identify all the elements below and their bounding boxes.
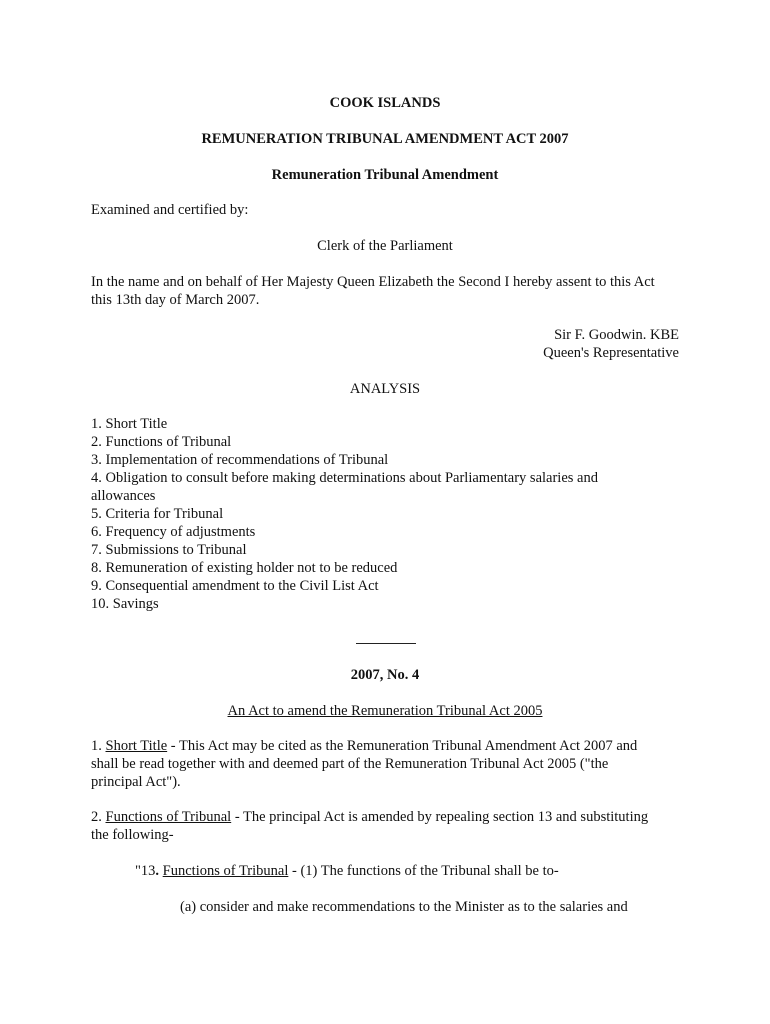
assent-line-2: this 13th day of March 2007.	[91, 292, 260, 308]
section-13-para-a: (a) consider and make recommendations to the Minister as to the salaries and	[180, 899, 628, 915]
section-1-text: - This Act may be cited as the Remuneration Tribunal Amendment Act 2007 and	[167, 738, 638, 754]
section-1-line-3: principal Act").	[91, 774, 181, 790]
clerk-of-parliament: Clerk of the Parliament	[317, 238, 453, 254]
section-13-number: "13	[135, 863, 156, 879]
act-short-name: Remuneration Tribunal Amendment	[271, 167, 499, 183]
act-long-title: An Act to amend the Remuneration Tribunal Act 2005	[227, 703, 543, 719]
analysis-item: 9. Consequential amendment to the Civil List Act	[91, 578, 379, 594]
section-13-text: - (1) The functions of the Tribunal shall be to-	[288, 863, 559, 879]
assent-line-1: In the name and on behalf of Her Majesty Queen Elizabeth the Second I hereby assent to this Act	[91, 274, 655, 290]
signatory-title: Queen's Representative	[543, 345, 679, 361]
act-number: 2007, No. 4	[350, 667, 420, 683]
analysis-item: 8. Remuneration of existing holder not to be reduced	[91, 560, 398, 576]
section-13-heading: Functions of Tribunal	[162, 863, 289, 879]
analysis-item: 1. Short Title	[91, 416, 168, 432]
section-2-heading: Functions of Tribunal	[105, 809, 232, 825]
signatory-name: Sir F. Goodwin. KBE	[554, 327, 679, 343]
analysis-item: 10. Savings	[91, 596, 159, 612]
section-13-line	[135, 862, 559, 880]
analysis-item: 6. Frequency of adjustments	[91, 524, 256, 540]
analysis-item: 2. Functions of Tribunal	[91, 434, 232, 450]
analysis-heading: ANALYSIS	[349, 381, 421, 397]
analysis-item: 4. Obligation to consult before making determinations about Parliamentary salaries and	[91, 470, 598, 486]
analysis-item: 5. Criteria for Tribunal	[91, 506, 224, 522]
examined-certified: Examined and certified by:	[91, 202, 249, 218]
section-2-text: - The principal Act is amended by repealing section 13 and substituting	[231, 809, 649, 825]
section-13-dot: .	[155, 863, 160, 879]
section-2-line-2: the following-	[91, 827, 174, 843]
section-1-heading: Short Title	[105, 738, 168, 754]
country-heading: COOK ISLANDS	[329, 95, 441, 111]
section-1-line-2: shall be read together with and deemed part of the Remuneration Tribunal Act 2005 ("the	[91, 756, 609, 772]
section-2-line-1	[91, 808, 648, 826]
analysis-item: allowances	[91, 488, 156, 504]
section-divider	[356, 643, 416, 644]
act-title: REMUNERATION TRIBUNAL AMENDMENT ACT 2007	[201, 131, 569, 147]
analysis-list	[91, 415, 691, 613]
section-1-number: 1.	[91, 738, 106, 754]
section-1-line-1	[91, 737, 637, 755]
analysis-item: 3. Implementation of recommendations of Tribunal	[91, 452, 389, 468]
analysis-item: 7. Submissions to Tribunal	[91, 542, 247, 558]
section-2-number: 2.	[91, 809, 106, 825]
